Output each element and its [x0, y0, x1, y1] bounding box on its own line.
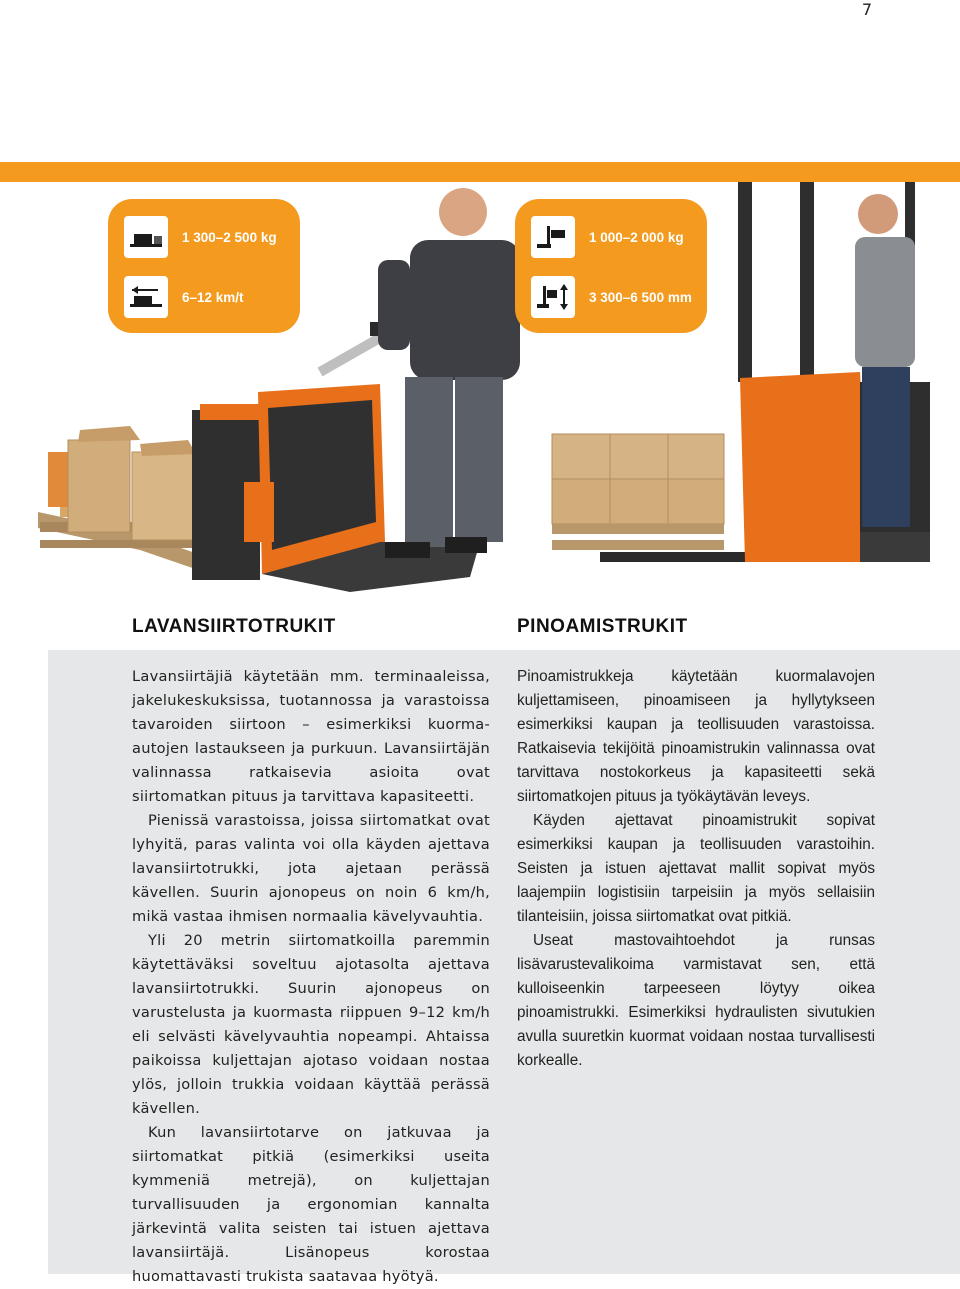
operator [855, 194, 915, 527]
section-title-stackers: PINOAMISTRUKIT [517, 616, 688, 637]
spec-capacity-row [124, 217, 277, 257]
capacity-value: 1 000–2 000 kg [589, 229, 684, 245]
paragraph: Käyden ajettavat pinoamistrukit sopivat esimerkiksi kaupan ja teollisuuden varastoihin. Seisten ja istuen ajettavat mallit sopivat myös laajempiin logistisiin tarpeisiin ja myös sellaisiin tilanteisiin, joissa siirtomatkat ovat pitkiä. [517, 812, 875, 925]
paragraph: Lavansiirtäjiä käytetään mm. terminaaleissa, jakelukeskuksissa, tuotannossa ja varastoissa tavaroiden siirtoon – esimerkiksi kuorma-autojen lastaukseen ja purkuun. Lavansiirtäjän valinnassa ratkaisevia asioita ovat siirtomatkan pituus ja tarvittava kapasiteetti. [132, 668, 490, 805]
spec-box-pallet-trucks [108, 199, 300, 333]
capacity-icon [124, 216, 168, 258]
paragraph: Pienissä varastoissa, joissa siirtomatkat ovat lyhyitä, paras valinta voi olla käyden ajettava lavansiirtotrukki, jota ajetaan perässä kävellen. Suurin ajonopeus on noin 6 km/h, mikä vastaa ihmisen normaalia kävelyvauhtia. [132, 812, 490, 925]
page-number: 7 [861, 0, 872, 19]
spec-box-stackers [515, 199, 707, 333]
spec-lift-height-row [531, 277, 692, 317]
paragraph: Kun lavansiirtotarve on jatkuvaa ja siirtomatkat pitkiä (esimerkiksi useita kymmeniä metrejä), on kuljettajan turvallisuuden ja ergonomian kannalta järkevintä valita seisten tai istuen ajettava lavansiirtäjä. Lisänopeus korostaa huomattavasti trukista saatavaa hyötyä. [132, 1124, 490, 1285]
lift-height-value: 3 300–6 500 mm [589, 289, 692, 305]
right-column-text [517, 665, 875, 1073]
speed-icon [124, 276, 168, 318]
speed-value: 6–12 km/t [182, 289, 244, 305]
spec-speed-row [124, 277, 244, 317]
pallet-with-boxes-left [38, 426, 210, 574]
section-title-pallet-trucks: LAVANSIIRTOTRUKIT [132, 616, 336, 637]
left-column-text [132, 665, 490, 1289]
man-standing [378, 188, 520, 558]
capacity-icon [531, 216, 575, 258]
lift-height-icon [531, 276, 575, 318]
capacity-value: 1 300–2 500 kg [182, 229, 277, 245]
paragraph: Useat mastovaihtoehdot ja runsas lisävarustevalikoima varmistavat sen, että kulloiseenkin tarpeeseen löytyy oikea pinoamistrukki. Esimerkiksi hydraulisten sivutukien avulla suuretkin kuormat voidaan nostaa turvallisesti korkealle. [517, 932, 875, 1069]
spec-capacity-row [531, 217, 684, 257]
orange-header-band [0, 162, 960, 182]
paragraph: Yli 20 metrin siirtomatkoilla paremmin käytettäväksi soveltuu ajotasolta ajettava lavansiirtotrukki. Suurin ajonopeus on varustelusta ja kuormasta riippuen 9–12 km/h eli selvästi kävelyvauhtia nopeampi. Ahtaissa paikoissa kuljettajan ajotaso voidaan nostaa ylös, jolloin trukkia voidaan käyttää perässä kävellen. [132, 932, 490, 1117]
paragraph: Pinoamistrukkeja käytetään kuormalavojen kuljettamiseen, pinoamiseen ja hyllytykseen esimerkiksi kaupan ja teollisuuden varastoissa. Ratkaisevia tekijöitä pinoamistrukin valinnassa ovat tarvittava nostokorkeus ja kapasiteetti sekä siirtomatkojen pituus ja työkäytävän leveys. [517, 668, 875, 805]
